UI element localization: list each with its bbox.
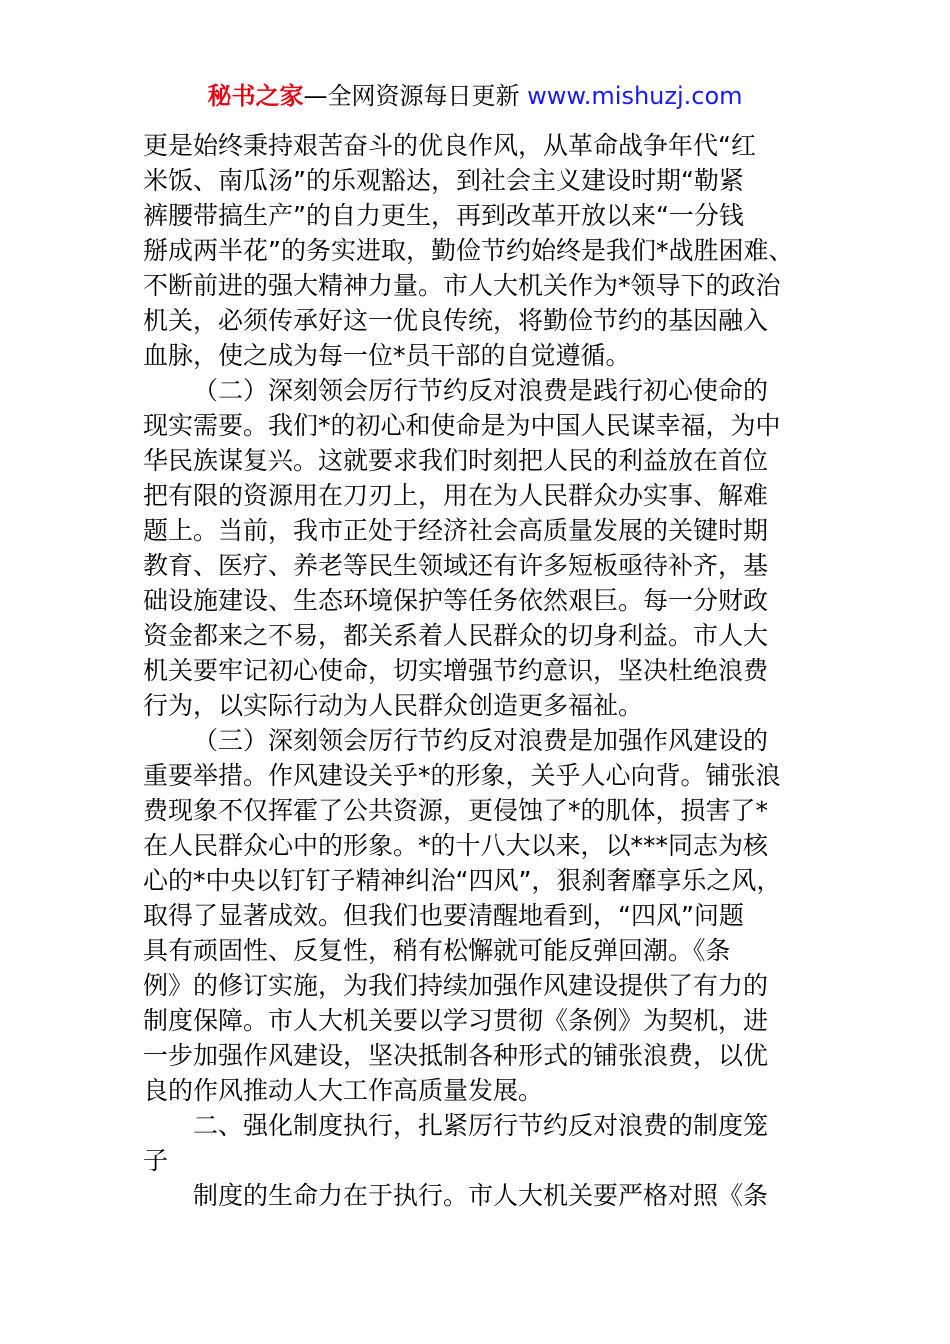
- section-heading-line: （二）深刻领会厉行节约反对浪费是践行初心使命的: [193, 376, 769, 405]
- text-line: 具有顽固性、反复性，稍有松懈就可能反弹回潮。《条: [143, 936, 731, 965]
- text-line: 一步加强作风建设，坚决抵制各种形式的铺张浪费，以优: [143, 1041, 769, 1070]
- text-line: 重要举措。作风建设关乎*的形象，关乎人心向背。铺张浪: [143, 761, 781, 790]
- section-title-line: 二、强化制度执行，扎紧厉行节约反对浪费的制度笼: [193, 1111, 769, 1140]
- text-line: 制度的生命力在于执行。市人大机关要严格对照《条: [193, 1181, 769, 1210]
- text-line: 在人民群众心中的形象。*的十八大以来，以***同志为核: [143, 831, 769, 860]
- document-body: [143, 128, 833, 1213]
- text-line: 裤腰带搞生产”的自力更生，再到改革开放以来“一分钱: [143, 201, 744, 230]
- text-line: 础设施建设、生态环境保护等任务依然艰巨。每一分财政: [143, 586, 769, 615]
- text-line: 现实需要。我们*的初心和使命是为中国人民谋幸福，为中: [143, 411, 781, 440]
- text-line: 例》的修订实施，为我们持续加强作风建设提供了有力的: [143, 971, 769, 1000]
- text-line: 更是始终秉持艰苦奋斗的优良作风，从革命战争年代“红: [143, 131, 756, 160]
- site-header: [0, 80, 950, 112]
- text-line: 米饭、南瓜汤”的乐观豁达，到社会主义建设时期“勒紧: [143, 166, 744, 195]
- text-line: 良的作风推动人大工作高质量发展。: [143, 1076, 544, 1105]
- site-brand: 秘书之家: [207, 82, 304, 110]
- text-line: 把有限的资源用在刀刃上，用在为人民群众办实事、解难: [143, 481, 769, 510]
- site-tagline: —全网资源每日更新: [303, 82, 528, 110]
- text-line: 机关要牢记初心使命，切实增强节约意识，坚决杜绝浪费: [143, 656, 769, 685]
- text-line: 心的*中央以钉钉子精神纠治“四风”，狠刹奢靡享乐之风，: [143, 866, 782, 895]
- text-line: 教育、医疗、养老等民生领域还有许多短板亟待补齐，基: [143, 551, 769, 580]
- text-line: 华民族谋复兴。这就要求我们时刻把人民的利益放在首位: [143, 446, 769, 475]
- text-line: 不断前进的强大精神力量。市人大机关作为*领导下的政治: [143, 271, 781, 300]
- text-line: 机关，必须传承好这一优良传统，将勤俭节约的基因融入: [143, 306, 769, 335]
- text-line: 取得了显著成效。但我们也要清醒地看到，“四风”问题: [143, 901, 744, 930]
- text-line: 资金都来之不易，都关系着人民群众的切身利益。市人大: [143, 621, 769, 650]
- text-line: 掰成两半花”的务实进取，勤俭节约始终是我们*战胜困难、: [143, 236, 794, 265]
- text-line: 行为，以实际行动为人民群众创造更多福祉。: [143, 691, 644, 720]
- text-line: 费现象不仅挥霍了公共资源，更侵蚀了*的肌体，损害了*: [143, 796, 769, 825]
- section-title-line: 子: [143, 1146, 169, 1175]
- section-heading-line: （三）深刻领会厉行节约反对浪费是加强作风建设的: [193, 726, 769, 755]
- text-line: 题上。当前，我市正处于经济社会高质量发展的关键时期: [143, 516, 769, 545]
- text-line: 制度保障。市人大机关要以学习贯彻《条例》为契机，进: [143, 1006, 769, 1035]
- site-url-link[interactable]: www.mishuzj.com: [527, 82, 743, 110]
- text-line: 血脉，使之成为每一位*员干部的自觉遵循。: [143, 341, 631, 370]
